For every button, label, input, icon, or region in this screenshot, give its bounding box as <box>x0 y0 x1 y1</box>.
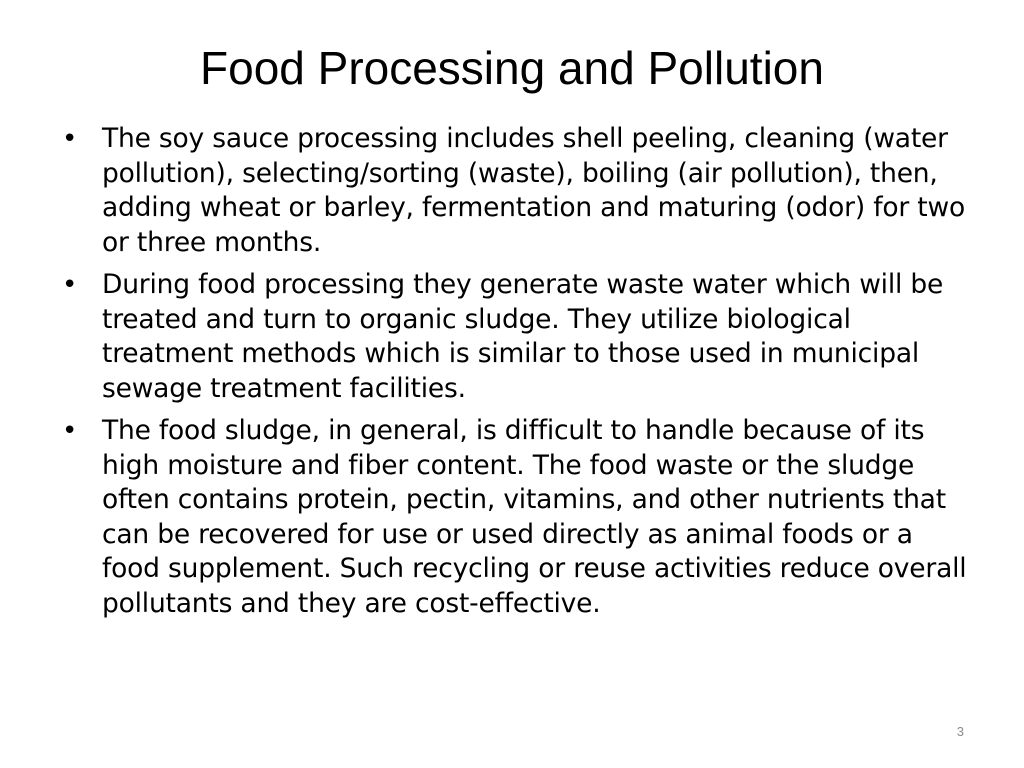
bullet-list <box>60 122 968 629</box>
bullet-marker: • <box>62 416 78 446</box>
bullet-text: The food sludge, in general, is difficult to handle because of its high moisture and fiber content. The food waste or the sludge often contains protein, pectin, vitamins, and other nutrients that can be recovered for use or used directly as animal foods or a food supplement. Such recycling or reuse activities reduce overall pollutants and they are cost-effective. <box>102 415 967 619</box>
bullet-marker: • <box>62 270 78 300</box>
slide-number: 3 <box>956 724 964 739</box>
slide-title: Food Processing and Pollution <box>200 42 824 94</box>
bullet-item-3 <box>60 414 968 621</box>
bullet-item-2 <box>60 268 968 406</box>
bullet-text: During food processing they generate waste water which will be treated and turn to organic sludge. They utilize biological treatment methods which is similar to those used in municipal sewage treatment facilities. <box>102 269 944 404</box>
bullet-item-1 <box>60 122 968 260</box>
bullet-text: The soy sauce processing includes shell peeling, cleaning (water pollution), selecting/sorting (waste), boiling (air pollution), then, adding wheat or barley, fermentation and maturing (odor) for two or three months. <box>102 123 965 258</box>
bullet-marker: • <box>62 124 78 154</box>
